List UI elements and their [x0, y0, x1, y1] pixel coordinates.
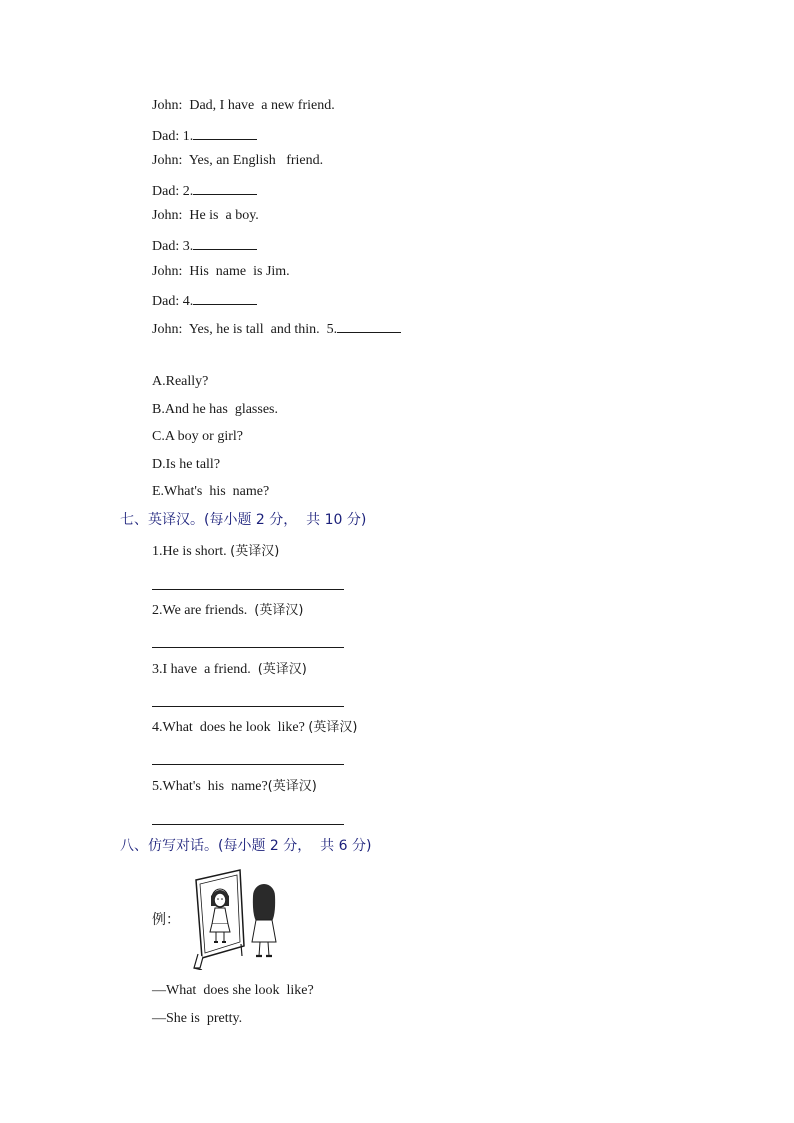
dialogue-line-1: [152, 97, 335, 115]
line-text: Yes, he is tall and thin. 5.: [188, 322, 338, 337]
translate-question-1: [152, 543, 279, 561]
question-tag: (英译汉): [308, 720, 358, 735]
line-text: 2.: [182, 184, 194, 199]
girl-mirror-illustration: [184, 866, 284, 970]
dialogue-line-3: [152, 152, 323, 170]
dialogue-line-4: [152, 180, 257, 201]
line-text: Dad, I have a new friend.: [189, 98, 335, 113]
answer-blank-2[interactable]: [193, 180, 257, 195]
option-e: E.What's his name?: [152, 484, 270, 499]
line-text: He is a boy.: [189, 208, 259, 223]
option-d: D.Is he tall?: [152, 457, 221, 472]
dialogue-line-6: [152, 235, 257, 256]
speaker: Dad:: [152, 129, 180, 144]
answer-line-5[interactable]: [152, 824, 344, 825]
dialogue-line-5: [152, 207, 259, 225]
answer-line-3[interactable]: [152, 706, 344, 707]
option-c: C.A boy or girl?: [152, 429, 243, 444]
speaker: John:: [152, 322, 183, 337]
question-text: 1.He is short.: [152, 544, 227, 559]
dialogue-line-8: [152, 290, 257, 311]
line-text: Yes, an English friend.: [188, 153, 324, 168]
option-a: A.Really?: [152, 374, 209, 389]
speaker: Dad:: [152, 294, 180, 309]
translate-question-3: [152, 661, 307, 679]
answer-blank-5[interactable]: [337, 318, 401, 333]
line-text: 3.: [182, 239, 194, 254]
translate-question-4: [152, 719, 357, 737]
answer-blank-4[interactable]: [193, 290, 257, 305]
speaker: Dad:: [152, 239, 180, 254]
question-text: 4.What does he look like?: [152, 720, 305, 735]
answer-line-4[interactable]: [152, 764, 344, 765]
question-tag: (英译汉): [267, 779, 317, 794]
question-text: 3.I have a friend.: [152, 662, 251, 677]
dialogue-line-9: [152, 318, 401, 339]
line-text: 4.: [182, 294, 194, 309]
example-answer: —She is pretty.: [152, 1011, 243, 1026]
question-tag: (英译汉): [230, 544, 280, 559]
translate-question-5: [152, 778, 317, 796]
answer-line-2[interactable]: [152, 647, 344, 648]
speaker: John:: [152, 264, 183, 279]
example-question: —What does she look like?: [152, 983, 314, 998]
translate-question-2: [152, 602, 303, 620]
speaker: John:: [152, 153, 183, 168]
example-label: 例：: [152, 912, 180, 928]
dialogue-line-2: [152, 125, 257, 146]
question-text: 5.What's his name?: [152, 779, 268, 794]
answer-blank-1[interactable]: [193, 125, 257, 140]
speaker: John:: [152, 208, 183, 223]
line-text: 1.: [182, 129, 194, 144]
section-8-title: 八、仿写对话。(每小题 2 分， 共 6 分): [120, 838, 372, 854]
speaker: Dad:: [152, 184, 180, 199]
speaker: John:: [152, 98, 183, 113]
line-text: His name is Jim.: [189, 264, 290, 279]
question-tag: (英译汉): [254, 603, 304, 618]
answer-line-1[interactable]: [152, 589, 344, 590]
option-b: B.And he has glasses.: [152, 402, 278, 417]
question-tag: (英译汉): [257, 662, 307, 677]
answer-blank-3[interactable]: [193, 235, 257, 250]
section-7-title: 七、英译汉。(每小题 2 分， 共 10 分): [120, 512, 367, 528]
dialogue-line-7: [152, 263, 290, 281]
question-text: 2.We are friends.: [152, 603, 248, 618]
